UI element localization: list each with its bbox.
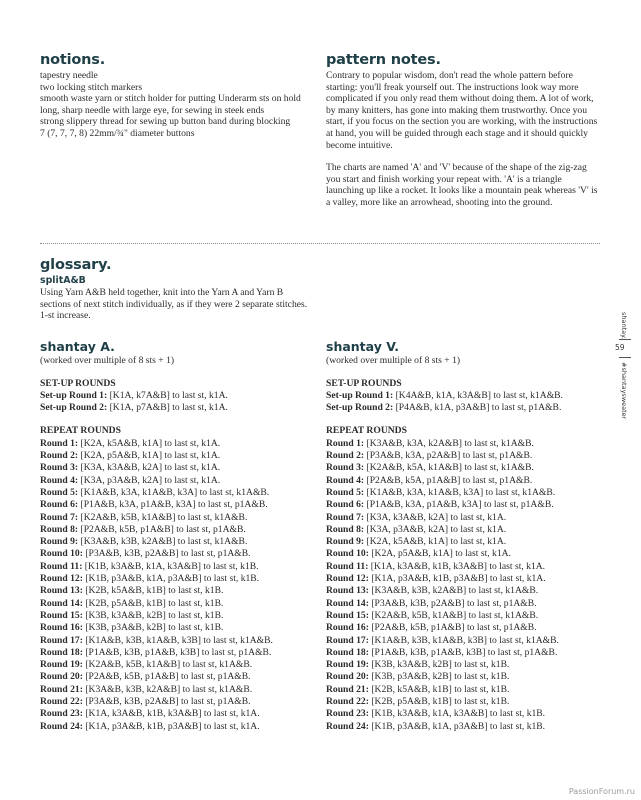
shantay-v-rounds-list — [326, 438, 600, 733]
shantay-v-setup-list — [326, 390, 600, 415]
notion-item: tapestry needle — [40, 70, 98, 81]
round-line: Round 10: [K2A, p5A&B, k1A] to last st, k1A. — [326, 548, 511, 560]
round-line: Round 13: [K3A&B, k3B, k2A&B] to last st, k1A&B. — [326, 585, 539, 597]
round-line: Round 3: [K2A&B, k5A, k1A&B] to last st, k1A&B. — [326, 462, 534, 474]
round-line: Round 12: [K1B, p3A&B, k1A, p3A&B] to last st, k1B. — [40, 573, 260, 585]
page-number: 59 — [615, 343, 625, 352]
round-line: Round 14: [K2B, p5A&B, k1B] to last st, k1B. — [40, 597, 224, 609]
round-line: Round 16: [P2A&B, k5B, p1A&B] to last st, p1A&B. — [326, 622, 537, 634]
glossary-definition: Using Yarn A&B held together, knit into the Yarn A and Yarn B sections of next stitch individually, as if they were 2 separate stitches. 1-st increase. — [40, 287, 308, 322]
round-line: Round 18: [P1A&B, k3B, p1A&B, k3B] to last st, p1A&B. — [40, 646, 272, 658]
notion-item: two locking stitch markers — [40, 81, 143, 93]
round-line: Round 17: [K1A&B, k3B, k1A&B, k3B] to last st, k1A&B. — [40, 634, 273, 646]
round-line: Round 6: [P1A&B, k3A, p1A&B, k3A] to last st, p1A&B. — [40, 499, 268, 511]
round-line: Round 16: [K3B, p3A&B, k2B] to last st, k1B. — [40, 622, 224, 634]
round-line: Round 24: [K1A, p3A&B, k1B, p3A&B] to last st, k1A. — [40, 720, 260, 732]
notions-title: notions. — [40, 52, 106, 68]
pattern-notes-para2: The charts are named 'A' and 'V' because of the shape of the zig-zag you start and finish working your repeat with. 'A' is a triangle launching up like a rocket. It looks like a mountain peak whereas 'V' is a valley, more like an arrowhead, shooting into the ground. — [326, 162, 598, 208]
round-line: Round 1: [K2A, k5A&B, k1A] to last st, k1A. — [40, 437, 221, 449]
round-line: Round 9: [K3A&B, k3B, k2A&B] to last st, k1A&B. — [40, 536, 248, 548]
round-line: Round 22: [K2B, p5A&B, k1B] to last st, k1B. — [326, 696, 510, 708]
shantay-v-section — [326, 339, 600, 733]
notion-item: 7 (7, 7, 7, 8) 22mm/¾" diameter buttons — [40, 127, 195, 139]
round-line: Round 15: [K3B, k3A&B, k2B] to last st, k1B. — [40, 609, 224, 621]
setup-rounds-heading: SET-UP ROUNDS — [326, 377, 402, 389]
round-line: Round 20: [P2A&B, k5B, p1A&B] to last st, p1A&B. — [40, 671, 251, 683]
round-line: Round 8: [K3A, p3A&B, k2A] to last st, k1A. — [326, 523, 507, 535]
notions-list — [40, 70, 320, 140]
pattern-notes-para1: Contrary to popular wisdom, don't read the whole pattern before starting: you'll freak yourself out. The instructions look way more complicated if you only read them without doing them. A lot of work, by many knitters, has gone into making them trustworthy. Once you start, if you focus on the section you are working, with the instructions at hand, you will be guided through each stage and it should quickly become intuitive. — [326, 70, 598, 151]
round-line: Round 19: [K3B, k3A&B, k2B] to last st, k1B. — [326, 659, 510, 671]
round-line: Round 12: [K1A, p3A&B, k1B, p3A&B] to last st, k1A. — [326, 573, 546, 585]
round-line: Round 19: [K2A&B, k5B, k1A&B] to last st, k1A&B. — [40, 659, 253, 671]
round-line: Round 11: [K1B, k3A&B, k1A, k3A&B] to last st, k1B. — [40, 560, 259, 572]
round-line: Round 5: [K1A&B, k3A, k1A&B, k3A] to last st, k1A&B. — [40, 486, 270, 498]
shantay-a-title: shantay A. — [40, 339, 115, 354]
shantay-a-setup-list — [40, 390, 320, 415]
sidebar-divider — [619, 357, 631, 358]
round-line: Set-up Round 1: [K4A&B, k1A, k3A&B] to last st, k1A&B. — [326, 389, 563, 401]
round-line: Round 2: [K2A, p5A&B, k1A] to last st, k1A. — [40, 450, 221, 462]
round-line: Round 23: [K1B, k3A&B, k1A, k3A&B] to last st, k1B. — [326, 708, 546, 720]
round-line: Set-up Round 2: [K1A, p7A&B] to last st, k1A. — [40, 402, 228, 414]
sidebar-section-label: shantay. — [620, 312, 628, 340]
notion-item: long, sharp needle with large eye, for sewing in steek ends — [40, 104, 265, 116]
round-line: Round 18: [P1A&B, k3B, p1A&B, k3B] to last st, p1A&B. — [326, 646, 558, 658]
round-line: Round 2: [P3A&B, k3A, p2A&B] to last st, p1A&B. — [326, 450, 533, 462]
pattern-notes-section — [326, 52, 600, 209]
repeat-rounds-heading: REPEAT ROUNDS — [40, 425, 121, 437]
repeat-rounds-heading: REPEAT ROUNDS — [326, 425, 407, 437]
shantay-a-subtitle: (worked over multiple of 8 sts + 1) — [40, 355, 175, 366]
round-line: Round 1: [K3A&B, k3A, k2A&B] to last st, k1A&B. — [326, 437, 534, 449]
sidebar-divider — [619, 339, 631, 340]
notion-item: strong slippery thread for sewing up button band during blocking — [40, 116, 291, 128]
round-line: Round 20: [K3B, p3A&B, k2B] to last st, k1B. — [326, 671, 510, 683]
round-line: Round 5: [K1A&B, k3A, k1A&B, k3A] to last st, k1A&B. — [326, 486, 556, 498]
round-line: Set-up Round 1: [K1A, k7A&B] to last st, k1A. — [40, 389, 228, 401]
round-line: Set-up Round 2: [P4A&B, k1A, p3A&B] to last st, p1A&B. — [326, 402, 562, 414]
shantay-a-rounds-list — [40, 438, 320, 733]
round-line: Round 21: [K2B, k5A&B, k1B] to last st, k1B. — [326, 683, 510, 695]
round-line: Round 9: [K2A, k5A&B, k1A] to last st, k1A. — [326, 536, 507, 548]
round-line: Round 11: [K1A, k3A&B, k1B, k3A&B] to last st, k1A. — [326, 560, 546, 572]
glossary-term: splitA&B — [40, 275, 86, 286]
round-line: Round 4: [P2A&B, k5A, p1A&B] to last st, p1A&B. — [326, 474, 533, 486]
watermark: PassionForum.ru — [568, 787, 635, 796]
round-line: Round 6: [P1A&B, k3A, p1A&B, k3A] to last st, p1A&B. — [326, 499, 554, 511]
round-line: Round 7: [K2A&B, k5B, k1A&B] to last st, k1A&B. — [40, 511, 248, 523]
round-line: Round 23: [K1A, k3A&B, k1B, k3A&B] to last st, k1A. — [40, 708, 260, 720]
glossary-section — [40, 257, 310, 322]
shantay-a-section — [40, 339, 320, 733]
shantay-v-title: shantay V. — [326, 339, 400, 354]
round-line: Round 22: [P3A&B, k3B, p2A&B] to last st, p1A&B. — [40, 696, 251, 708]
round-line: Round 13: [K2B, k5A&B, k1B] to last st, k1B. — [40, 585, 224, 597]
notion-item: smooth waste yarn or stitch holder for putting Underarm sts on hold — [40, 93, 301, 105]
round-line: Round 24: [K1B, p3A&B, k1A, p3A&B] to last st, k1B. — [326, 720, 546, 732]
glossary-title: glossary. — [40, 257, 112, 273]
round-line: Round 21: [K3A&B, k3B, k2A&B] to last st, k1A&B. — [40, 683, 253, 695]
round-line: Round 8: [P2A&B, k5B, p1A&B] to last st, p1A&B. — [40, 523, 246, 535]
shantay-v-subtitle: (worked over multiple of 8 sts + 1) — [326, 355, 461, 366]
round-line: Round 14: [P3A&B, k3B, p2A&B] to last st, p1A&B. — [326, 597, 537, 609]
setup-rounds-heading: SET-UP ROUNDS — [40, 377, 116, 389]
round-line: Round 3: [K3A, k3A&B, k2A] to last st, k1A. — [40, 462, 221, 474]
section-divider — [40, 243, 600, 244]
round-line: Round 17: [K1A&B, k3B, k1A&B, k3B] to last st, k1A&B. — [326, 634, 559, 646]
pattern-notes-title: pattern notes. — [326, 52, 441, 68]
round-line: Round 7: [K3A, k3A&B, k2A] to last st, k1A. — [326, 511, 507, 523]
round-line: Round 15: [K2A&B, k5B, k1A&B] to last st, k1A&B. — [326, 609, 539, 621]
sidebar-hashtag: #shantaysweater — [620, 362, 628, 420]
round-line: Round 10: [P3A&B, k3B, p2A&B] to last st, p1A&B. — [40, 548, 251, 560]
notions-section — [40, 52, 320, 140]
round-line: Round 4: [K3A, p3A&B, k2A] to last st, k1A. — [40, 474, 221, 486]
